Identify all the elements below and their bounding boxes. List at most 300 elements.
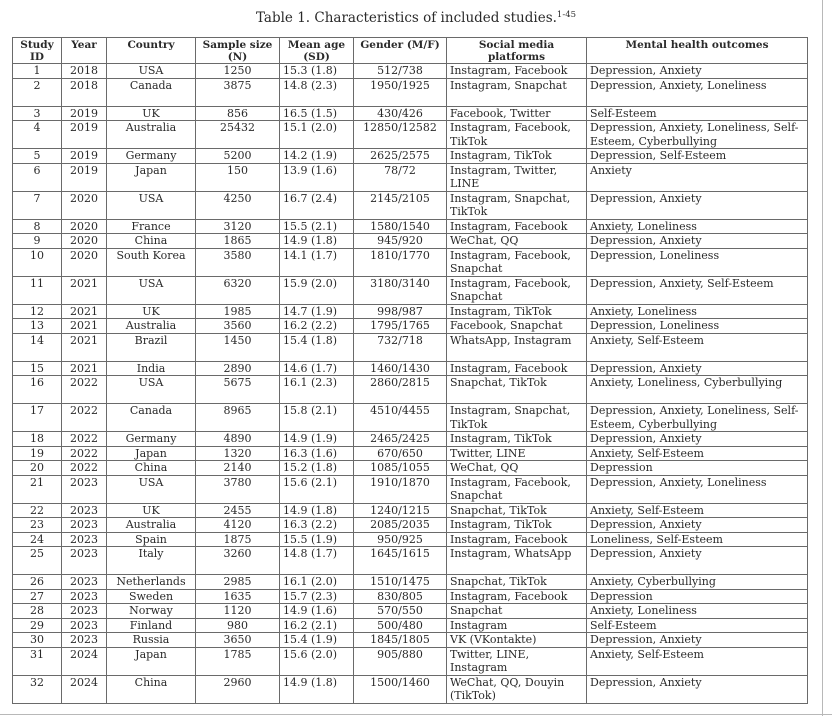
cell-gender: 670/650 [354, 446, 447, 461]
cell-mean-age: 15.1 (2.0) [280, 121, 354, 149]
caption-text: Table 1. Characteristics of included studies. [255, 10, 557, 26]
cell-outcomes: Depression, Anxiety, Self-Esteem [587, 276, 808, 304]
cell-mean-age: 16.1 (2.3) [280, 376, 354, 404]
cell-sample-size: 4890 [196, 432, 280, 447]
table-row [13, 404, 808, 432]
cell-study-id: 25 [13, 547, 62, 575]
cell-country: UK [107, 503, 196, 518]
header-platforms: Social media platforms [447, 38, 587, 64]
cell-platforms: Instagram, Facebook [447, 64, 587, 79]
cell-country: Japan [107, 647, 196, 675]
cell-country: Germany [107, 432, 196, 447]
cell-mean-age: 14.9 (1.6) [280, 604, 354, 619]
cell-study-id: 19 [13, 446, 62, 461]
cell-gender: 1085/1055 [354, 461, 447, 476]
cell-year: 2023 [62, 633, 107, 648]
cell-platforms: Instagram, Facebook, TikTok [447, 121, 587, 149]
cell-sample-size: 5200 [196, 149, 280, 164]
cell-outcomes: Depression, Anxiety [587, 361, 808, 376]
cell-platforms: Instagram [447, 618, 587, 633]
cell-sample-size: 2960 [196, 675, 280, 703]
cell-study-id: 6 [13, 163, 62, 191]
cell-sample-size: 2985 [196, 575, 280, 590]
cell-year: 2024 [62, 647, 107, 675]
header-outcomes: Mental health outcomes [587, 38, 808, 64]
cell-platforms: Instagram, Twitter, LINE [447, 163, 587, 191]
table-row [13, 276, 808, 304]
table-row [13, 333, 808, 361]
cell-outcomes: Depression, Anxiety [587, 432, 808, 447]
cell-study-id: 26 [13, 575, 62, 590]
cell-sample-size: 3780 [196, 475, 280, 503]
cell-mean-age: 15.5 (1.9) [280, 532, 354, 547]
cell-gender: 1910/1870 [354, 475, 447, 503]
cell-gender: 1950/1925 [354, 78, 447, 106]
cell-sample-size: 1120 [196, 604, 280, 619]
cell-year: 2023 [62, 518, 107, 533]
cell-gender: 1460/1430 [354, 361, 447, 376]
cell-year: 2022 [62, 446, 107, 461]
cell-sample-size: 1985 [196, 304, 280, 319]
cell-outcomes: Depression, Anxiety [587, 633, 808, 648]
cell-country: Australia [107, 121, 196, 149]
cell-study-id: 24 [13, 532, 62, 547]
cell-gender: 2625/2575 [354, 149, 447, 164]
cell-year: 2024 [62, 675, 107, 703]
cell-study-id: 27 [13, 589, 62, 604]
table-row [13, 106, 808, 121]
cell-study-id: 17 [13, 404, 62, 432]
cell-platforms: Snapchat [447, 604, 587, 619]
cell-platforms: Instagram, TikTok [447, 518, 587, 533]
cell-sample-size: 3560 [196, 319, 280, 334]
cell-platforms: Instagram, Facebook, Snapchat [447, 475, 587, 503]
cell-outcomes: Depression [587, 461, 808, 476]
cell-gender: 1240/1215 [354, 503, 447, 518]
cell-gender: 4510/4455 [354, 404, 447, 432]
cell-gender: 950/925 [354, 532, 447, 547]
cell-year: 2019 [62, 149, 107, 164]
cell-mean-age: 15.4 (1.8) [280, 333, 354, 361]
cell-platforms: Instagram, Snapchat, TikTok [447, 191, 587, 219]
cell-study-id: 18 [13, 432, 62, 447]
cell-platforms: Instagram, Facebook [447, 361, 587, 376]
cell-sample-size: 8965 [196, 404, 280, 432]
cell-sample-size: 2140 [196, 461, 280, 476]
cell-country: UK [107, 106, 196, 121]
cell-study-id: 12 [13, 304, 62, 319]
page-edge [0, 714, 832, 715]
cell-study-id: 16 [13, 376, 62, 404]
cell-year: 2019 [62, 163, 107, 191]
table-row [13, 191, 808, 219]
cell-study-id: 28 [13, 604, 62, 619]
cell-study-id: 15 [13, 361, 62, 376]
cell-outcomes: Depression, Self-Esteem [587, 149, 808, 164]
cell-outcomes: Anxiety, Self-Esteem [587, 647, 808, 675]
cell-sample-size: 856 [196, 106, 280, 121]
cell-outcomes: Depression, Anxiety, Loneliness, Self-Esteem, Cyberbullying [587, 404, 808, 432]
table-row [13, 633, 808, 648]
cell-outcomes: Depression, Anxiety [587, 64, 808, 79]
cell-gender: 945/920 [354, 234, 447, 249]
cell-year: 2021 [62, 304, 107, 319]
table-row [13, 532, 808, 547]
cell-mean-age: 15.2 (1.8) [280, 461, 354, 476]
cell-mean-age: 15.3 (1.8) [280, 64, 354, 79]
cell-mean-age: 15.7 (2.3) [280, 589, 354, 604]
cell-outcomes: Anxiety, Self-Esteem [587, 333, 808, 361]
cell-platforms: Instagram, Snapchat, TikTok [447, 404, 587, 432]
cell-outcomes: Depression, Anxiety [587, 675, 808, 703]
cell-outcomes: Self-Esteem [587, 106, 808, 121]
cell-mean-age: 15.5 (2.1) [280, 219, 354, 234]
cell-gender: 732/718 [354, 333, 447, 361]
cell-country: Finland [107, 618, 196, 633]
header-gender: Gender (M/F) [354, 38, 447, 64]
cell-country: USA [107, 276, 196, 304]
table-row [13, 575, 808, 590]
cell-sample-size: 3650 [196, 633, 280, 648]
characteristics-table [12, 37, 808, 704]
cell-outcomes: Anxiety [587, 163, 808, 191]
cell-study-id: 14 [13, 333, 62, 361]
cell-country: India [107, 361, 196, 376]
cell-gender: 2465/2425 [354, 432, 447, 447]
table-row [13, 604, 808, 619]
cell-sample-size: 1635 [196, 589, 280, 604]
cell-sample-size: 1785 [196, 647, 280, 675]
cell-outcomes: Depression, Anxiety [587, 547, 808, 575]
cell-study-id: 5 [13, 149, 62, 164]
cell-sample-size: 2455 [196, 503, 280, 518]
cell-gender: 78/72 [354, 163, 447, 191]
header-sample-size: Sample size (N) [196, 38, 280, 64]
cell-gender: 570/550 [354, 604, 447, 619]
cell-study-id: 9 [13, 234, 62, 249]
cell-study-id: 20 [13, 461, 62, 476]
cell-year: 2022 [62, 461, 107, 476]
cell-mean-age: 14.9 (1.8) [280, 675, 354, 703]
cell-sample-size: 4250 [196, 191, 280, 219]
cell-platforms: Snapchat, TikTok [447, 575, 587, 590]
cell-gender: 430/426 [354, 106, 447, 121]
cell-sample-size: 1250 [196, 64, 280, 79]
cell-mean-age: 14.8 (2.3) [280, 78, 354, 106]
cell-study-id: 7 [13, 191, 62, 219]
cell-outcomes: Anxiety, Loneliness, Cyberbullying [587, 376, 808, 404]
cell-mean-age: 16.1 (2.0) [280, 575, 354, 590]
cell-year: 2018 [62, 64, 107, 79]
cell-outcomes: Self-Esteem [587, 618, 808, 633]
cell-platforms: Snapchat, TikTok [447, 376, 587, 404]
cell-year: 2023 [62, 618, 107, 633]
cell-gender: 998/987 [354, 304, 447, 319]
cell-year: 2021 [62, 361, 107, 376]
cell-country: Australia [107, 518, 196, 533]
cell-study-id: 8 [13, 219, 62, 234]
cell-study-id: 3 [13, 106, 62, 121]
table-row [13, 304, 808, 319]
cell-gender: 1510/1475 [354, 575, 447, 590]
cell-sample-size: 4120 [196, 518, 280, 533]
cell-outcomes: Anxiety, Cyberbullying [587, 575, 808, 590]
cell-study-id: 11 [13, 276, 62, 304]
cell-year: 2022 [62, 404, 107, 432]
cell-study-id: 22 [13, 503, 62, 518]
cell-platforms: Instagram, Facebook, Snapchat [447, 248, 587, 276]
cell-sample-size: 6320 [196, 276, 280, 304]
cell-gender: 1810/1770 [354, 248, 447, 276]
cell-sample-size: 3580 [196, 248, 280, 276]
cell-study-id: 23 [13, 518, 62, 533]
table-row [13, 618, 808, 633]
cell-platforms: Instagram, Snapchat [447, 78, 587, 106]
cell-mean-age: 16.5 (1.5) [280, 106, 354, 121]
caption-reference: 1-45 [556, 10, 577, 20]
table-row [13, 78, 808, 106]
cell-year: 2021 [62, 319, 107, 334]
cell-gender: 1580/1540 [354, 219, 447, 234]
cell-mean-age: 14.1 (1.7) [280, 248, 354, 276]
cell-mean-age: 14.9 (1.8) [280, 503, 354, 518]
cell-outcomes: Depression, Anxiety [587, 191, 808, 219]
cell-country: South Korea [107, 248, 196, 276]
cell-country: Spain [107, 532, 196, 547]
table-row [13, 547, 808, 575]
cell-gender: 1645/1615 [354, 547, 447, 575]
cell-study-id: 13 [13, 319, 62, 334]
table-row [13, 432, 808, 447]
header-country: Country [107, 38, 196, 64]
cell-year: 2023 [62, 475, 107, 503]
cell-country: Sweden [107, 589, 196, 604]
cell-study-id: 2 [13, 78, 62, 106]
table-row [13, 234, 808, 249]
cell-study-id: 1 [13, 64, 62, 79]
table-row [13, 376, 808, 404]
table-row [13, 503, 808, 518]
cell-year: 2020 [62, 191, 107, 219]
cell-gender: 2085/2035 [354, 518, 447, 533]
cell-sample-size: 1450 [196, 333, 280, 361]
cell-country: Japan [107, 446, 196, 461]
table-row [13, 149, 808, 164]
cell-platforms: WhatsApp, Instagram [447, 333, 587, 361]
cell-year: 2018 [62, 78, 107, 106]
table-header-row [13, 38, 808, 64]
cell-sample-size: 3875 [196, 78, 280, 106]
cell-mean-age: 16.2 (2.1) [280, 618, 354, 633]
cell-gender: 512/738 [354, 64, 447, 79]
cell-outcomes: Anxiety, Self-Esteem [587, 503, 808, 518]
cell-country: USA [107, 191, 196, 219]
table-row [13, 319, 808, 334]
cell-gender: 1845/1805 [354, 633, 447, 648]
table-row [13, 675, 808, 703]
cell-gender: 2145/2105 [354, 191, 447, 219]
cell-year: 2023 [62, 589, 107, 604]
cell-country: Germany [107, 149, 196, 164]
cell-year: 2022 [62, 432, 107, 447]
cell-platforms: WeChat, QQ [447, 234, 587, 249]
cell-sample-size: 3120 [196, 219, 280, 234]
cell-mean-age: 16.3 (1.6) [280, 446, 354, 461]
table-row [13, 64, 808, 79]
table-row [13, 475, 808, 503]
cell-platforms: Instagram, Facebook [447, 589, 587, 604]
cell-gender: 12850/12582 [354, 121, 447, 149]
cell-platforms: Instagram, WhatsApp [447, 547, 587, 575]
cell-country: Canada [107, 404, 196, 432]
cell-platforms: WeChat, QQ [447, 461, 587, 476]
cell-outcomes: Depression, Loneliness [587, 248, 808, 276]
cell-outcomes: Depression, Loneliness [587, 319, 808, 334]
cell-study-id: 4 [13, 121, 62, 149]
cell-study-id: 10 [13, 248, 62, 276]
cell-sample-size: 3260 [196, 547, 280, 575]
cell-outcomes: Anxiety, Loneliness [587, 219, 808, 234]
cell-year: 2020 [62, 234, 107, 249]
cell-year: 2023 [62, 547, 107, 575]
table-row [13, 446, 808, 461]
cell-country: China [107, 234, 196, 249]
cell-sample-size: 980 [196, 618, 280, 633]
cell-mean-age: 14.7 (1.9) [280, 304, 354, 319]
cell-study-id: 32 [13, 675, 62, 703]
cell-country: France [107, 219, 196, 234]
cell-platforms: VK (VKontakte) [447, 633, 587, 648]
header-study-id: Study ID [13, 38, 62, 64]
table-row [13, 518, 808, 533]
cell-mean-age: 15.4 (1.9) [280, 633, 354, 648]
cell-mean-age: 14.9 (1.8) [280, 234, 354, 249]
cell-outcomes: Depression, Anxiety [587, 234, 808, 249]
cell-sample-size: 2890 [196, 361, 280, 376]
cell-platforms: Twitter, LINE, Instagram [447, 647, 587, 675]
table-caption [0, 10, 832, 26]
cell-platforms: Facebook, Twitter [447, 106, 587, 121]
cell-outcomes: Anxiety, Loneliness [587, 304, 808, 319]
cell-sample-size: 1865 [196, 234, 280, 249]
cell-mean-age: 15.6 (2.0) [280, 647, 354, 675]
table-row [13, 361, 808, 376]
cell-mean-age: 16.3 (2.2) [280, 518, 354, 533]
cell-mean-age: 16.7 (2.4) [280, 191, 354, 219]
cell-mean-age: 14.8 (1.7) [280, 547, 354, 575]
cell-country: USA [107, 475, 196, 503]
header-mean-age: Mean age (SD) [280, 38, 354, 64]
cell-outcomes: Depression [587, 589, 808, 604]
cell-platforms: Instagram, Facebook, Snapchat [447, 276, 587, 304]
table-row [13, 647, 808, 675]
table-row [13, 163, 808, 191]
cell-year: 2021 [62, 333, 107, 361]
cell-year: 2020 [62, 248, 107, 276]
table-row [13, 219, 808, 234]
cell-country: Norway [107, 604, 196, 619]
cell-year: 2023 [62, 503, 107, 518]
cell-country: China [107, 461, 196, 476]
cell-mean-age: 14.9 (1.9) [280, 432, 354, 447]
table-row [13, 461, 808, 476]
cell-sample-size: 1320 [196, 446, 280, 461]
cell-year: 2019 [62, 121, 107, 149]
cell-country: China [107, 675, 196, 703]
cell-study-id: 31 [13, 647, 62, 675]
table-row [13, 121, 808, 149]
cell-country: USA [107, 64, 196, 79]
cell-year: 2023 [62, 575, 107, 590]
cell-platforms: Instagram, TikTok [447, 149, 587, 164]
cell-mean-age: 14.6 (1.7) [280, 361, 354, 376]
cell-country: Russia [107, 633, 196, 648]
cell-platforms: Twitter, LINE [447, 446, 587, 461]
cell-mean-age: 15.9 (2.0) [280, 276, 354, 304]
cell-gender: 830/805 [354, 589, 447, 604]
cell-year: 2019 [62, 106, 107, 121]
cell-year: 2020 [62, 219, 107, 234]
cell-country: USA [107, 376, 196, 404]
cell-year: 2023 [62, 532, 107, 547]
cell-platforms: WeChat, QQ, Douyin (TikTok) [447, 675, 587, 703]
cell-sample-size: 1875 [196, 532, 280, 547]
header-year: Year [62, 38, 107, 64]
cell-platforms: Snapchat, TikTok [447, 503, 587, 518]
cell-country: Italy [107, 547, 196, 575]
cell-mean-age: 13.9 (1.6) [280, 163, 354, 191]
cell-outcomes: Depression, Anxiety, Loneliness [587, 78, 808, 106]
cell-year: 2021 [62, 276, 107, 304]
cell-sample-size: 5675 [196, 376, 280, 404]
cell-platforms: Instagram, Facebook [447, 219, 587, 234]
cell-year: 2022 [62, 376, 107, 404]
cell-platforms: Facebook, Snapchat [447, 319, 587, 334]
cell-mean-age: 15.8 (2.1) [280, 404, 354, 432]
cell-outcomes: Depression, Anxiety, Loneliness, Self-Esteem, Cyberbullying [587, 121, 808, 149]
cell-mean-age: 14.2 (1.9) [280, 149, 354, 164]
cell-mean-age: 16.2 (2.2) [280, 319, 354, 334]
cell-gender: 905/880 [354, 647, 447, 675]
cell-country: Australia [107, 319, 196, 334]
cell-platforms: Instagram, TikTok [447, 304, 587, 319]
cell-country: Canada [107, 78, 196, 106]
cell-outcomes: Anxiety, Self-Esteem [587, 446, 808, 461]
cell-gender: 2860/2815 [354, 376, 447, 404]
cell-outcomes: Depression, Anxiety [587, 518, 808, 533]
cell-country: UK [107, 304, 196, 319]
cell-mean-age: 15.6 (2.1) [280, 475, 354, 503]
cell-year: 2023 [62, 604, 107, 619]
cell-gender: 3180/3140 [354, 276, 447, 304]
page-edge [822, 0, 823, 716]
cell-sample-size: 25432 [196, 121, 280, 149]
cell-gender: 1795/1765 [354, 319, 447, 334]
cell-study-id: 30 [13, 633, 62, 648]
cell-gender: 500/480 [354, 618, 447, 633]
cell-study-id: 21 [13, 475, 62, 503]
cell-outcomes: Anxiety, Loneliness [587, 604, 808, 619]
cell-country: Brazil [107, 333, 196, 361]
cell-country: Netherlands [107, 575, 196, 590]
table-row [13, 248, 808, 276]
cell-country: Japan [107, 163, 196, 191]
cell-gender: 1500/1460 [354, 675, 447, 703]
table-body [13, 64, 808, 704]
cell-platforms: Instagram, TikTok [447, 432, 587, 447]
cell-sample-size: 150 [196, 163, 280, 191]
cell-outcomes: Loneliness, Self-Esteem [587, 532, 808, 547]
